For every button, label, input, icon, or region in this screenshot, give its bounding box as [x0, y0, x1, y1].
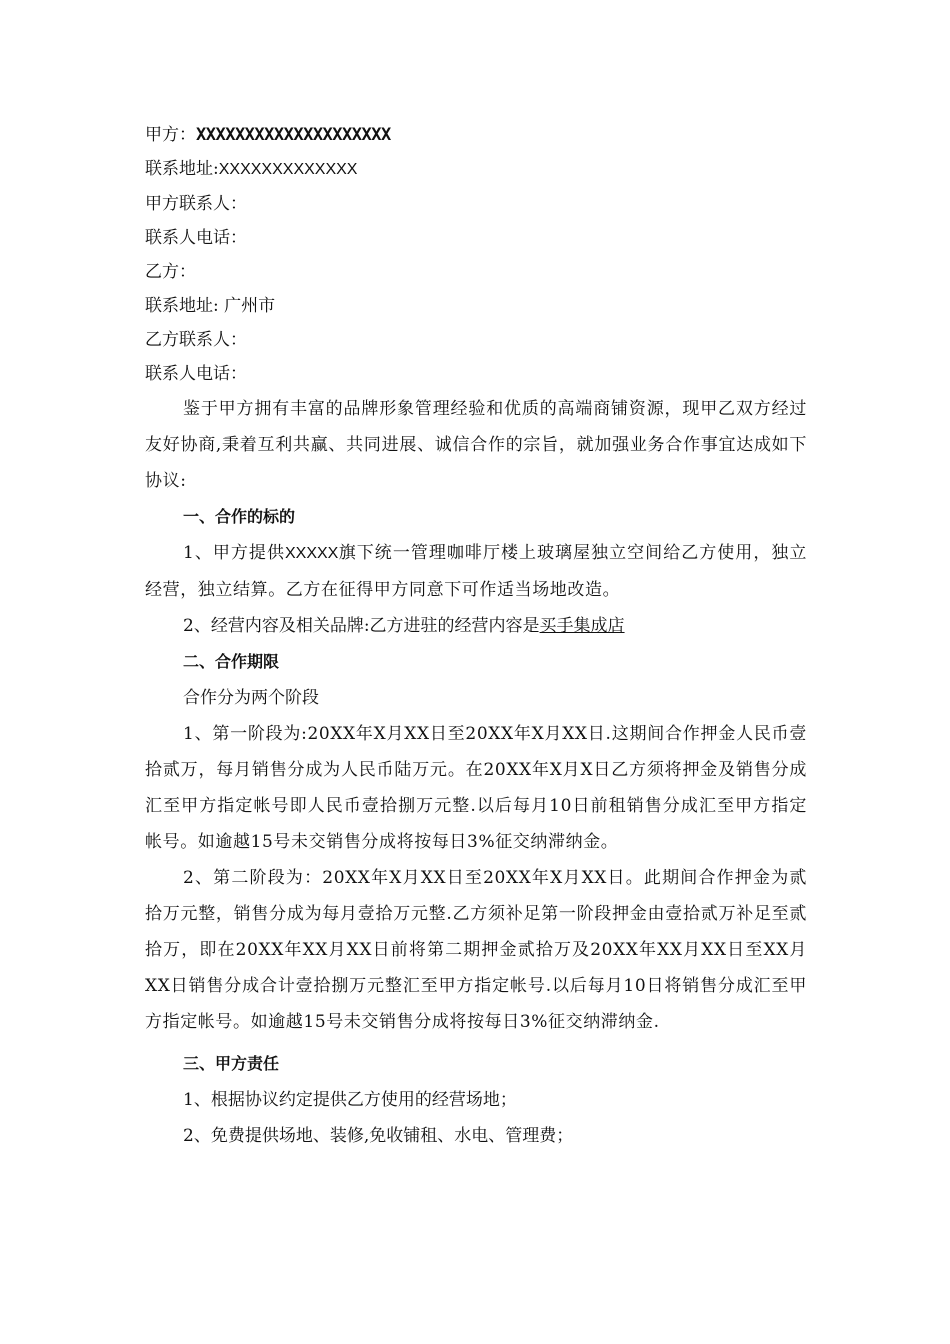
party-b-address-value: 广州市: [218, 296, 276, 316]
section-2-title: 二、合作期限: [183, 652, 280, 671]
section-1-item-2-prefix: 2、经营内容及相关品牌:乙方进驻的经营内容是: [183, 616, 540, 636]
party-a-address-value: XXXXXXXXXXXXX: [218, 161, 358, 178]
section-1-item-2-business: 买手集成店: [539, 616, 625, 636]
contract-document: [145, 118, 807, 1154]
party-a-name: XXXXXXXXXXXXXXXXXXXX: [196, 125, 391, 145]
section-2-stage-2: 2、第二阶段为：20XX年X月XX日至20XX年X月XX日。此期间合作押金为贰拾万元整，销售分成为每月壹拾万元整.乙方须补足第一阶段押金由壹拾贰万补足至贰拾万，即在20XX年XX月XX日前将第二期押金贰拾万及20XX年XX月XX日至XX月XX日销售分成合计壹拾捌万元整汇至甲方指定帐号.以后每月10日将销售分成汇至甲方指定帐号。如逾越15号未交销售分成将按每日3%征交纳滞纳金.: [145, 868, 807, 1032]
section-1-item-1-prefix: 1、甲方提供: [183, 543, 285, 563]
section-1-title: 一、合作的标的: [183, 507, 296, 526]
party-a-phone-line: 联系人电话：: [145, 228, 247, 248]
section-1-item-2: [145, 608, 807, 644]
intro-paragraph: 鉴于甲方拥有丰富的品牌形象管理经验和优质的高端商铺资源，现甲乙双方经过友好协商,秉着互利共赢、共同进展、诚信合作的宗旨，就加强业务合作事宜达成如下协议:: [145, 399, 807, 491]
section-1-item-1-brand: XXXXX: [284, 545, 339, 562]
section-3-item-1: 1、根据协议约定提供乙方使用的经营场地；: [183, 1090, 517, 1110]
party-b-phone-line: 联系人电话：: [145, 364, 247, 384]
party-a-address-line: [145, 152, 807, 187]
party-a-address-label: 联系地址:: [145, 159, 219, 179]
section-3-item-2: 2、免费提供场地、装修,免收铺租、水电、管理费；: [183, 1126, 574, 1146]
party-b-address-line: [145, 289, 807, 323]
party-a-line: [145, 118, 807, 152]
section-1-item-1: [145, 535, 807, 608]
section-3-title: 三、甲方责任: [183, 1054, 280, 1073]
party-a-contact-line: 甲方联系人：: [145, 194, 247, 214]
party-b-line: 乙方：: [145, 262, 196, 282]
party-a-label: 甲方：: [145, 125, 196, 145]
section-1-item-1-rest: 旗下统一管理咖啡厅楼上玻璃屋独立空间给乙方使用，独立经营，独立结算。乙方在征得甲方同意下可作适当场地改造。: [145, 543, 807, 600]
party-b-contact-line: 乙方联系人：: [145, 330, 247, 350]
party-b-address-label: 联系地址:: [145, 296, 219, 316]
section-2-subtitle: 合作分为两个阶段: [183, 688, 319, 708]
section-2-stage-1: 1、第一阶段为:20XX年X月XX日至20XX年X月XX日.这期间合作押金人民币壹拾贰万，每月销售分成为人民币陆万元。在20XX年X月X日乙方须将押金及销售分成汇至甲方指定帐号即人民币壹拾捌万元整.以后每月10日前租销售分成汇至甲方指定帐号。如逾越15号未交销售分成将按每日3%征交纳滞纳金。: [145, 724, 807, 852]
